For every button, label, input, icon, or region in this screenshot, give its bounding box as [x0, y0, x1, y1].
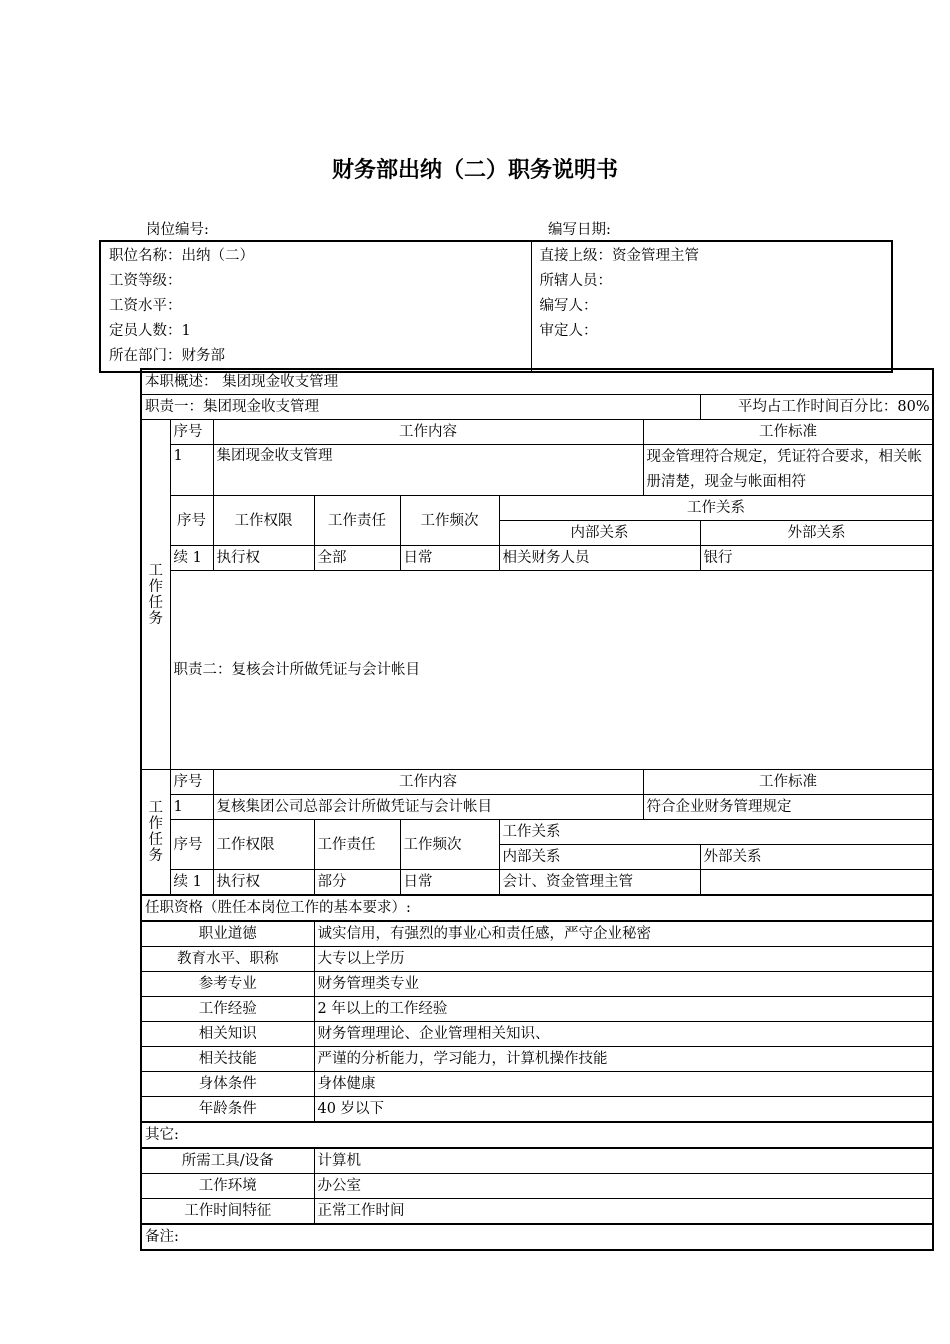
header-frequency: 工作频次 — [400, 496, 499, 546]
department: 所在部门：财务部 — [109, 348, 225, 364]
header-authority: 工作权限 — [213, 496, 314, 546]
other-label: 所需工具/设备 — [141, 1148, 314, 1174]
duty-1-time-pct: 平均占工作时间百分比：80% — [700, 395, 933, 420]
relation-no: 续 1 — [170, 870, 213, 896]
salary-level: 工资水平： — [109, 298, 182, 314]
qualification-value: 财务管理类专业 — [314, 972, 933, 997]
header-authority: 工作权限 — [213, 820, 314, 870]
other-value: 办公室 — [314, 1174, 933, 1199]
summary: 本职概述： 集团现金收支管理 — [141, 369, 933, 395]
header-relation: 工作关系 — [499, 496, 933, 521]
task-no: 1 — [170, 795, 213, 820]
other-label: 工作环境 — [141, 1174, 314, 1199]
qualification-value: 2 年以上的工作经验 — [314, 997, 933, 1022]
header-no: 序号 — [170, 770, 213, 795]
qualification-label: 工作经验 — [141, 997, 314, 1022]
position-number-label: 岗位编号: — [146, 222, 209, 238]
header-content: 工作内容 — [213, 420, 643, 445]
header-responsibility: 工作责任 — [314, 496, 400, 546]
qualification-label: 职业道德 — [141, 921, 314, 947]
relation-frequency: 日常 — [400, 546, 499, 571]
relation-internal: 相关财务人员 — [499, 546, 700, 571]
relation-authority: 执行权 — [213, 870, 314, 896]
qualification-value: 大专以上学历 — [314, 947, 933, 972]
qualifications-title: 任职资格（胜任本岗位工作的基本要求）: — [141, 895, 933, 921]
basic-info-left — [100, 241, 531, 372]
task-content: 复核集团公司总部会计所做凭证与会计帐目 — [213, 795, 643, 820]
task-no: 1 — [170, 445, 213, 496]
relation-internal: 会计、资金管理主管 — [499, 870, 700, 896]
header-frequency: 工作频次 — [400, 820, 499, 870]
header-relation: 工作关系 — [499, 820, 933, 845]
header-responsibility: 工作责任 — [314, 820, 400, 870]
page-title: 财务部出纳（二）职务说明书 — [331, 158, 618, 183]
basic-info-right — [531, 241, 892, 372]
relation-responsibility: 部分 — [314, 870, 400, 896]
blank-line — [540, 344, 884, 369]
author: 编写人： — [539, 298, 598, 314]
qualification-label: 相关技能 — [141, 1047, 314, 1072]
other-value: 计算机 — [314, 1148, 933, 1174]
header-content: 工作内容 — [213, 770, 643, 795]
header-internal: 内部关系 — [499, 521, 700, 546]
qualification-value: 严谨的分析能力，学习能力，计算机操作技能 — [314, 1047, 933, 1072]
qualification-value: 身体健康 — [314, 1072, 933, 1097]
header-no: 序号 — [170, 420, 213, 445]
relation-frequency: 日常 — [400, 870, 499, 896]
relation-external: 银行 — [700, 546, 933, 571]
qualification-label: 教育水平、职称 — [141, 947, 314, 972]
other-title: 其它: — [141, 1122, 933, 1148]
header-no: 序号 — [170, 820, 213, 870]
qualification-value: 40 岁以下 — [314, 1097, 933, 1123]
qualification-label: 相关知识 — [141, 1022, 314, 1047]
work-task-vertical-label: 工 作 任 务 — [141, 420, 170, 770]
other-label: 工作时间特征 — [141, 1199, 314, 1225]
header-standard: 工作标准 — [643, 770, 933, 795]
other-value: 正常工作时间 — [314, 1199, 933, 1225]
task-content: 集团现金收支管理 — [213, 445, 643, 496]
work-task-vertical-label: 工 作 任 务 — [141, 770, 170, 896]
qualification-label: 年龄条件 — [141, 1097, 314, 1123]
relation-authority: 执行权 — [213, 546, 314, 571]
date-label: 编写日期: — [548, 222, 611, 238]
qualification-value: 诚实信用，有强烈的事业心和责任感，严守企业秘密 — [314, 921, 933, 947]
approver: 审定人： — [539, 323, 598, 339]
relation-responsibility: 全部 — [314, 546, 400, 571]
headcount: 定员人数：1 — [109, 323, 191, 339]
basic-info-table — [99, 240, 893, 373]
header-standard: 工作标准 — [643, 420, 933, 445]
qualification-label: 参考专业 — [141, 972, 314, 997]
duty-1-title: 职责一：集团现金收支管理 — [141, 395, 700, 420]
relation-no: 续 1 — [170, 546, 213, 571]
header-external: 外部关系 — [700, 845, 933, 870]
qualification-label: 身体条件 — [141, 1072, 314, 1097]
task-standard: 符合企业财务管理规定 — [643, 795, 933, 820]
remarks: 备注: — [141, 1224, 933, 1250]
task-standard: 现金管理符合规定，凭证符合要求，相关帐册清楚，现金与帐面相符 — [643, 445, 933, 496]
duty-2-title: 职责二：复核会计所做凭证与会计帐目 — [170, 571, 933, 770]
header-internal: 内部关系 — [499, 845, 700, 870]
header-no: 序号 — [170, 496, 213, 546]
salary-grade: 工资等级： — [109, 273, 182, 289]
header-external: 外部关系 — [700, 521, 933, 546]
duty-table — [140, 368, 934, 1251]
qualification-value: 财务管理理论、企业管理相关知识、 — [314, 1022, 933, 1047]
job-title: 职位名称：出纳（二） — [109, 248, 254, 264]
direct-supervisor: 直接上级：资金管理主管 — [539, 248, 699, 264]
subordinates: 所辖人员： — [539, 273, 612, 289]
relation-external — [700, 870, 933, 896]
